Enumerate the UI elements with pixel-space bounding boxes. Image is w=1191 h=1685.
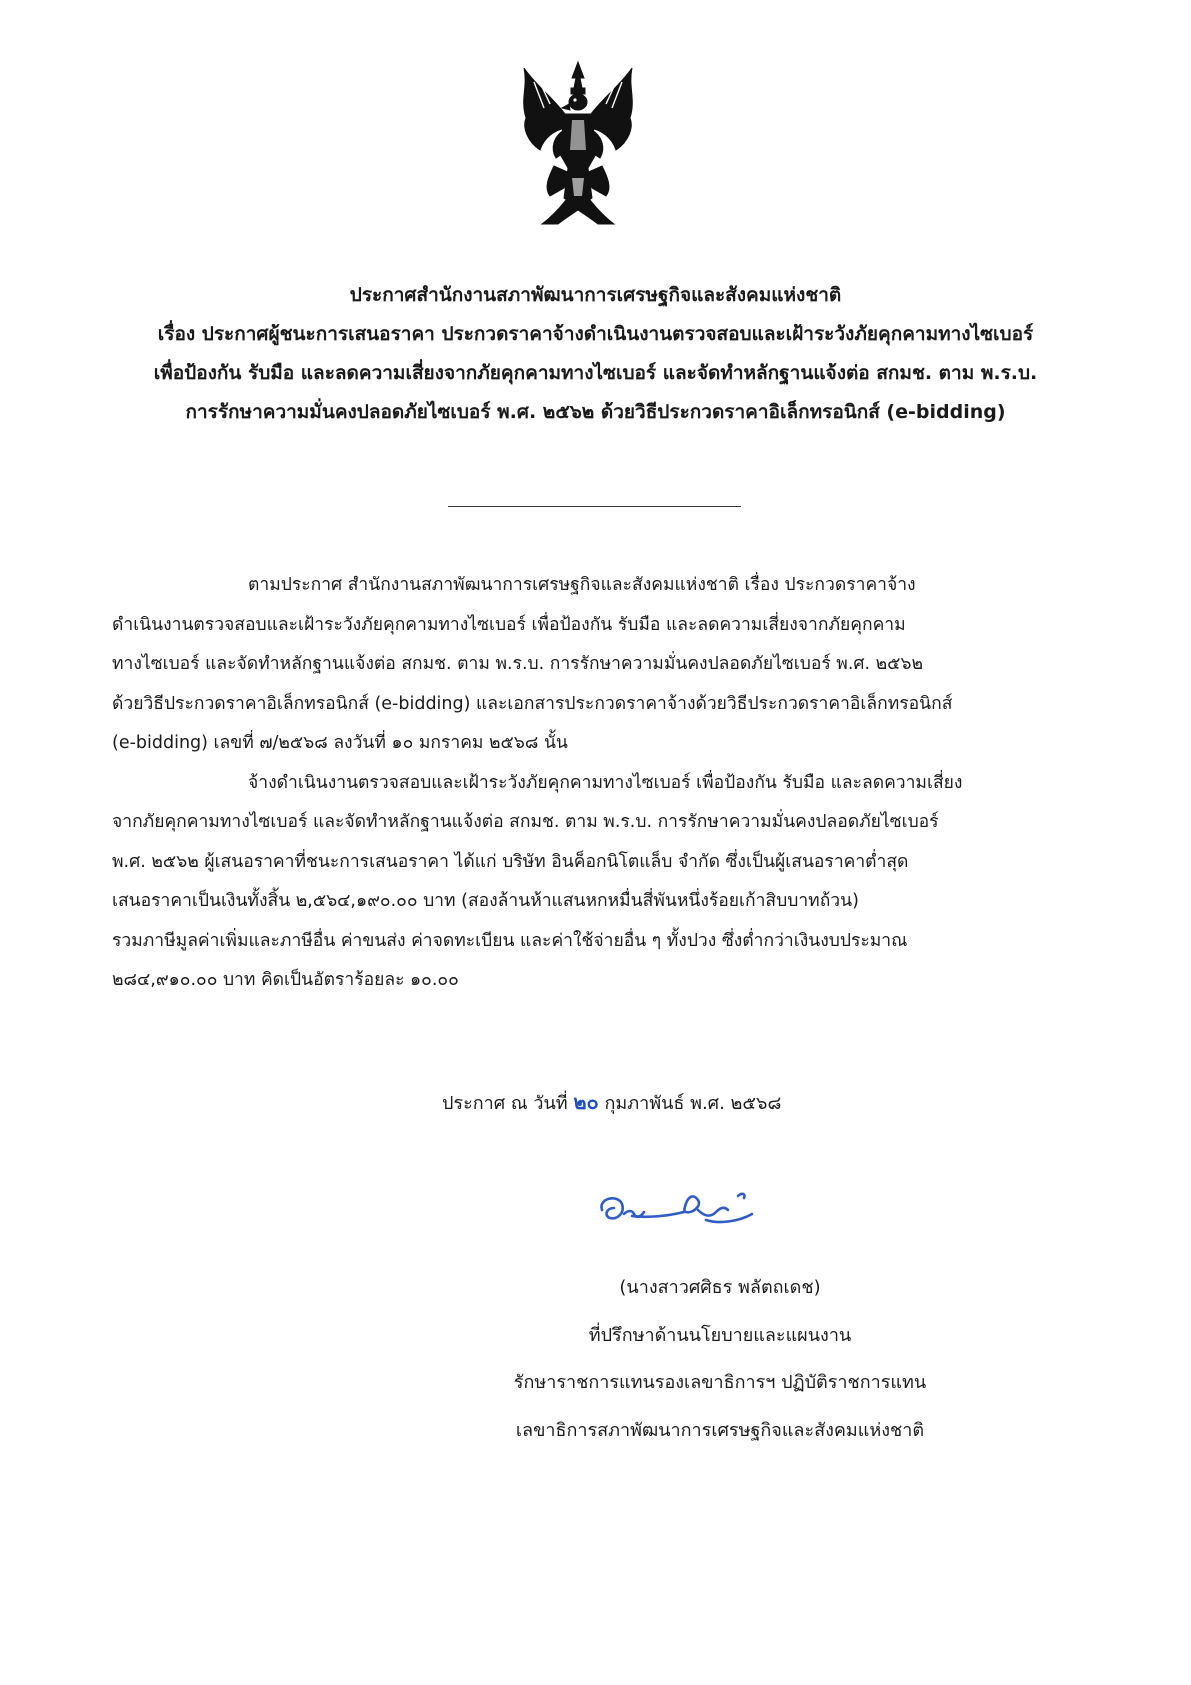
title-line-1: ประกาศสำนักงานสภาพัฒนาการเศรษฐกิจและสังคมแห่งชาติ <box>349 284 842 306</box>
paragraph-2-line-2: จากภัยคุกคามทางไซเบอร์ และจัดทำหลักฐานแจ้งต่อ สกมช. ตาม พ.ร.บ. การรักษาความมั่นคงปลอดภัยไซเบอร์ <box>112 812 939 832</box>
title-line-3: เพื่อป้องกัน รับมือ และลดความเสี่ยงจากภัยคุกคามทางไซเบอร์ และจัดทำหลักฐานแจ้งต่อ สกมช. ตาม พ.ร.บ. <box>153 362 1038 384</box>
paragraph-2-line-4: เสนอราคาเป็นเงินทั้งสิ้น ๒,๕๖๔,๑๙๐.๐๐ บาท (สองล้านห้าแสนหกหมื่นสี่พันหนึ่งร้อยเก้าสิบบาทถ้วน) <box>112 891 859 911</box>
paragraph-1-line-2: ดำเนินงานตรวจสอบและเฝ้าระวังภัยคุกคามทางไซเบอร์ เพื่อป้องกัน รับมือ และลดความเสี่ยงจากภัยคุกคาม <box>112 614 906 635</box>
announcement-body <box>112 566 1060 1001</box>
paragraph-1-line-4: ด้วยวิธีประกวดราคาอิเล็กทรอนิกส์ (e-bidding) และเอกสารประกวดราคาจ้างด้วยวิธีประกวดราคาอิเล็กทรอนิกส์ <box>112 693 953 714</box>
garuda-emblem-icon <box>514 58 642 230</box>
announcement-date <box>442 1086 781 1118</box>
date-day: ๒๐ <box>573 1090 599 1114</box>
paragraph-2-line-3: พ.ศ. ๒๕๖๒ ผู้เสนอราคาที่ชนะการเสนอราคา ได้แก่ บริษัท อินค็อกนิโตแล็บ จำกัด ซึ่งเป็นผู้เสนอราคาต่ำสุด <box>112 851 909 872</box>
paragraph-2-line-1: จ้างดำเนินงานตรวจสอบและเฝ้าระวังภัยคุกคามทางไซเบอร์ เพื่อป้องกัน รับมือ และลดความเสี่ยง <box>248 772 963 793</box>
paragraph-1-line-1: ตามประกาศ สำนักงานสภาพัฒนาการเศรษฐกิจและสังคมแห่งชาติ เรื่อง ประกวดราคาจ้าง <box>248 575 916 595</box>
date-prefix: ประกาศ ณ วันที่ <box>442 1093 568 1114</box>
signer-position-2: รักษาราชการแทนรองเลขาธิการฯ ปฏิบัติราชการแทน <box>513 1372 927 1393</box>
date-month-year: กุมภาพันธ์ พ.ศ. ๒๕๖๘ <box>604 1093 782 1114</box>
title-line-2: เรื่อง ประกาศผู้ชนะการเสนอราคา ประกวดราคาจ้างดำเนินงานตรวจสอบและเฝ้าระวังภัยคุกคามทางไซเบอร์ <box>157 323 1034 345</box>
signer-block <box>440 1264 1000 1454</box>
announcement-title <box>100 276 1091 432</box>
title-line-4: การรักษาความมั่นคงปลอดภัยไซเบอร์ พ.ศ. ๒๕๖๒ ด้วยวิธีประกวดราคาอิเล็กทรอนิกส์ (e-bidding) <box>185 401 1006 423</box>
signer-position-3: เลขาธิการสภาพัฒนาการเศรษฐกิจและสังคมแห่งชาติ <box>515 1419 925 1441</box>
paragraph-1-line-5: (e-bidding) เลขที่ ๗/๒๕๖๘ ลงวันที่ ๑๐ มกราคม ๒๕๖๘ นั้น <box>112 733 568 753</box>
signer-name: (นางสาวศศิธร พลัตถเดช) <box>619 1277 821 1298</box>
paragraph-2-line-5: รวมภาษีมูลค่าเพิ่มและภาษีอื่น ค่าขนส่ง ค่าจดทะเบียน และค่าใช้จ่ายอื่น ๆ ทั้งปวง ซึ่งต่ำกว่าเงินงบประมาณ <box>112 930 908 951</box>
handwritten-signature <box>588 1180 768 1240</box>
title-divider <box>448 506 741 507</box>
paragraph-2-line-6: ๒๘๔,๙๑๐.๐๐ บาท คิดเป็นอัตราร้อยละ ๑๐.๐๐ <box>112 970 459 990</box>
paragraph-1-line-3: ทางไซเบอร์ และจัดทำหลักฐานแจ้งต่อ สกมช. ตาม พ.ร.บ. การรักษาความมั่นคงปลอดภัยไซเบอร์ พ.ศ. ๒๕๖๒ <box>112 654 924 674</box>
signer-position-1: ที่ปรึกษาด้านนโยบายและแผนงาน <box>588 1324 852 1346</box>
